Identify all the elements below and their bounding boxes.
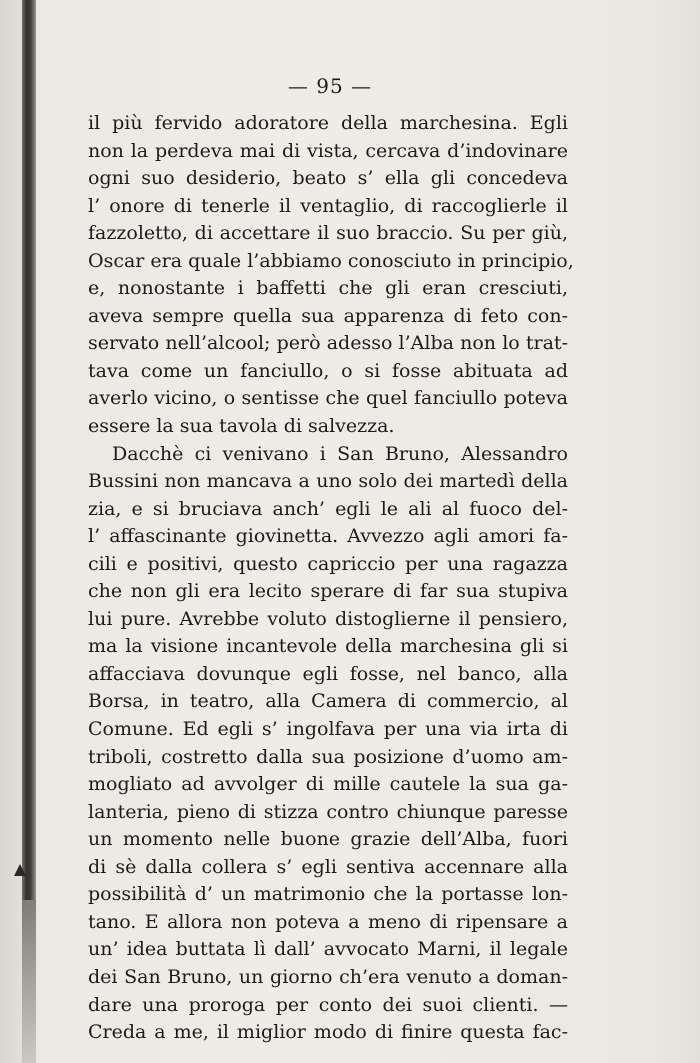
text-line: mogliato ad avvolger di mille cautele la sua ga- xyxy=(88,773,568,796)
binding-shadow-fade xyxy=(22,900,36,1063)
margin-mark xyxy=(14,864,26,876)
text-line: Bussini non mancava a uno solo dei martedì della xyxy=(88,470,568,493)
text-line: cili e positivi, questo capriccio per una ragazza xyxy=(88,552,568,575)
text-line: non la perdeva mai di vista, cercava d’indovinare xyxy=(88,139,568,162)
text-line: zia, e si bruciava anch’ egli le ali al fuoco del- xyxy=(88,497,568,520)
text-line: un momento nelle buone grazie dell’Alba, fuori xyxy=(88,828,568,851)
text-line: tava come un fanciullo, o si fosse abituata ad xyxy=(88,359,568,382)
text-line: dei San Bruno, un giorno ch’era venuto a doman- xyxy=(88,965,568,988)
page-number: — 95 — xyxy=(287,74,373,98)
text-line: tano. E allora non poteva a meno di ripensare a xyxy=(88,910,568,933)
text-line: dare una proroga per conto dei suoi clienti. — xyxy=(88,993,568,1016)
text-line: un’ idea buttata lì dall’ avvocato Marni, il legale xyxy=(88,938,568,961)
text-line: ma la visione incantevole della marchesina gli si xyxy=(88,635,568,658)
text-line: lui pure. Avrebbe voluto distoglierne il pensiero, xyxy=(88,607,568,630)
text-line: il più fervido adoratore della marchesina. Egli xyxy=(88,112,568,134)
text-line: Comune. Ed egli s’ ingolfava per una via irta di xyxy=(88,718,568,741)
text-line: affacciava dovunque egli fosse, nel banco, alla xyxy=(88,662,568,685)
text-line: e, nonostante i baffetti che gli eran cresciuti, xyxy=(88,277,568,300)
text-line: averlo vicino, o sentisse che quel fanciullo poteva xyxy=(88,387,568,410)
text-line: l’ onore di tenerle il ventaglio, di raccoglierle il xyxy=(88,194,568,217)
text-line: di sè dalla collera s’ egli sentiva accennare alla xyxy=(88,855,568,878)
text-line: che non gli era lecito sperare di far sua stupiva xyxy=(88,580,568,603)
text-line: l’ affascinante giovinetta. Avvezzo agli amori fa- xyxy=(88,525,568,548)
text-line: triboli, costretto dalla sua posizione d’uomo am- xyxy=(88,745,568,768)
text-line: Creda a me, il miglior modo di finire questa fac- xyxy=(88,1021,568,1044)
text-line: lanteria, pieno di stizza contro chiunque paresse xyxy=(88,800,568,823)
text-line: aveva sempre quella sua apparenza di feto con- xyxy=(88,304,568,327)
text-line: fazzoletto, di accettare il suo braccio. Su per giù, xyxy=(88,222,568,245)
text-line: Borsa, in teatro, alla Camera di commercio, al xyxy=(88,690,568,713)
text-line: Dacchè ci venivano i San Bruno, Alessandro xyxy=(112,442,568,465)
text-line: servato nell’alcool; però adesso l’Alba non lo trat- xyxy=(88,332,568,355)
body-text xyxy=(88,110,574,1047)
text-line: possibilità d’ un matrimonio che la portasse lon- xyxy=(88,883,568,906)
binding-shadow xyxy=(22,0,36,900)
text-line: essere la sua tavola di salvezza. xyxy=(88,415,395,438)
text-line: ogni suo desiderio, beato s’ ella gli concedeva xyxy=(88,167,568,190)
text-line: Oscar era quale l’abbiamo conosciuto in principio, xyxy=(88,249,574,272)
